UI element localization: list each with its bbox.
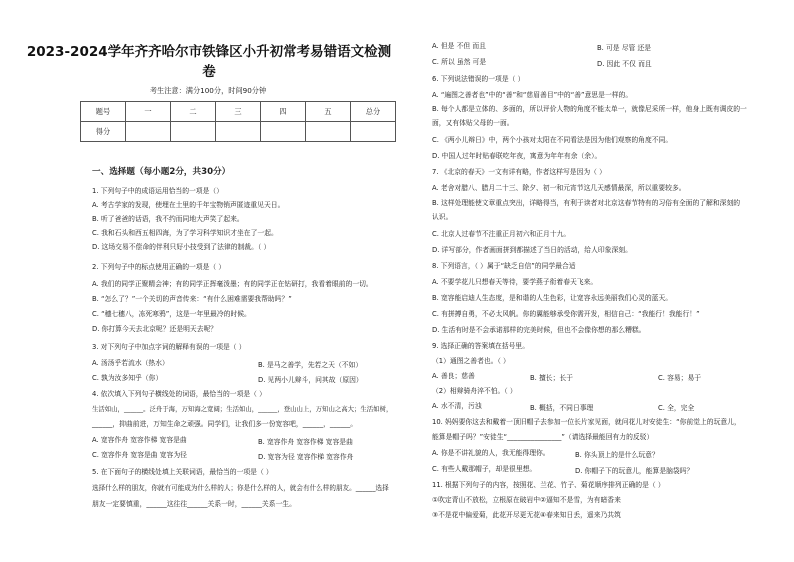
question-line: C. 有些人戴那帽子，却是很里想。 xyxy=(432,465,537,473)
section-heading: 一、选择题（每小题2分，共30分） xyxy=(92,167,231,177)
question-line: C. 《两小儿辩日》中，两个小孩对太阳在不同看法是因为他们观察的角度不同。 xyxy=(432,136,673,144)
question-line: ①吹定青山不放松，立根原在破岩中②逼知不是雪，为有暗香来 xyxy=(432,496,621,504)
question-line: C. “穗七穗八，冻死寒鸦”，这是一年里最冷的时候。 xyxy=(92,310,251,318)
question-line: C. 所以 虽然 可是 xyxy=(432,58,487,66)
score-cell[interactable] xyxy=(306,122,351,142)
score-cell[interactable] xyxy=(261,122,306,142)
question-line: ______，抑曲前进，万知生命之顽强。同学们，让我们多一份宽容吧，______，______。 xyxy=(92,420,358,428)
question-line: B. 宽容能启迪人生态度，是和谐的人生色彩，让宽容永远美丽我们心灵的蓝天。 xyxy=(432,294,673,302)
question-line: C. 宽容作舟 宽容是曲 宽容为径 xyxy=(92,451,187,459)
question-line: 11. 根据下列句子的内容，按照花、兰花、竹子、菊花顺序排列正确的是（ ） xyxy=(432,481,665,489)
exam-note: 考生注意：满分100分，时间90分钟 xyxy=(149,86,267,95)
question-line: 朋友一定要慎重，______这往往______关系一时，______关系一生。 xyxy=(92,500,296,508)
score-cell: 一 xyxy=(126,102,171,122)
question-line: C. 孰为汝多知乎（你） xyxy=(92,374,163,382)
question-line: C. 北京人过春节不注重正月初六和正月十九。 xyxy=(432,230,571,238)
question-line: A. 老舍对腊八、腊月二十三、除夕、初一和元宵节这几天感情最深，所以重要较多。 xyxy=(432,184,686,192)
question-line: B. “怎么了？”一个关切的声音传来：“有什么困难需要我帮助吗？” xyxy=(92,295,292,303)
score-cell: 题号 xyxy=(81,102,126,122)
option-b: B. 擅长；长于 xyxy=(530,374,573,382)
score-cell: 三 xyxy=(216,102,261,122)
question-line: B. 每个人都是立体的、多面的，所以评价人物的角度不能太单一，就像尼采所一样，他身上既有调皮的一 xyxy=(432,105,747,113)
question-line: 能算是帽子吗？”安徒生“________________”（请选择最能回有力的反驳） xyxy=(432,433,654,441)
score-table-score-row xyxy=(81,122,396,142)
question-line: A. 水不清，污浊 xyxy=(432,402,482,410)
question-line: A. 我们的同学正聚精会神；有的同学正挥毫泼墨；有的同学正在钻研打，我看着眼前的一切。 xyxy=(92,280,373,288)
question-line: A. 不要学花儿只想春天等待，要学燕子衔着春天飞来。 xyxy=(432,278,598,286)
question-line: （1）通图之善者也。（ ） xyxy=(432,357,510,365)
question-line: D. 这场交易不偿命的伴利只好小技受到了法律的制裁。（ ） xyxy=(92,243,271,251)
question-line: A. “遍图之善者也”中的“善”和“慈眉善目”中的“善”意思是一样的。 xyxy=(432,91,633,99)
question-line: 7. 《北京的春天》一文有详有略，作者这样写是因为（ ） xyxy=(432,168,606,176)
question-line: 10. 妈妈要你这去和戴着一顶旧帽子去参加一位长片家见面，就问花儿对安徒生：“你前觉上的玩意儿， xyxy=(432,418,741,426)
option-d: D. 你帽子下的玩意儿，能算是脑袋吗？ xyxy=(575,467,694,475)
title-line-2: 卷 xyxy=(202,64,216,80)
question-line: 面，又有体贴父母的一面。 xyxy=(432,119,514,127)
question-line: A. 宽容作舟 宽容作梯 宽容是曲 xyxy=(92,436,187,444)
question-line: D. 你打算今天去北京呢？还是明天去呢？ xyxy=(92,325,218,333)
option-d: D. 宽容为径 宽容作梯 宽容作舟 xyxy=(258,453,354,461)
question-line: A. 但是 不但 而且 xyxy=(432,42,486,50)
option-b: B. 是马之善学，先若之天（不如） xyxy=(258,361,363,369)
option-d: D. 见两小儿辩斗，问其故（原因） xyxy=(258,376,363,384)
question-line: 认识。 xyxy=(432,213,453,221)
question-line: B. 听了爸爸的话语，我不约而同地大声笑了起来。 xyxy=(92,215,244,223)
score-cell[interactable] xyxy=(216,122,261,142)
question-line: C. 我和石头和西五相四海，为了学习科学知识才坐在了一起。 xyxy=(92,229,278,237)
score-cell: 总分 xyxy=(351,102,396,122)
option-b: B. 概括，不同日事理 xyxy=(530,404,594,412)
score-cell: 二 xyxy=(171,102,216,122)
question-line: B. 这样处理能使文章重点突出，详略得当，有利于读者对北京这春节特有的习俗有全面的了解和深刻的 xyxy=(432,199,741,207)
option-b: B. 可是 尽管 还是 xyxy=(597,44,652,52)
score-cell[interactable] xyxy=(171,122,216,142)
exam-title xyxy=(14,42,404,82)
score-cell: 四 xyxy=(261,102,306,122)
option-b: B. 宽容作舟 宽容作梯 宽容是曲 xyxy=(258,438,353,446)
question-line: 1. 下列句子中的成语运用恰当的一项是（） xyxy=(92,187,223,195)
score-cell: 五 xyxy=(306,102,351,122)
question-line: 6. 下列说法错误的一项是（ ） xyxy=(432,75,525,83)
question-line: D. 生活有时是不会承诺那样的完美时候，但也不会像你想的那么糟糕。 xyxy=(432,326,646,334)
question-line: C. 有拼搏自勇，不必太风帆。你的翼能够承受你需开发，相信自己：“我能行！我能行！” xyxy=(432,310,700,318)
score-cell: 得分 xyxy=(81,122,126,142)
question-line: A. 你是不讲礼貌的人，我无能得理你。 xyxy=(432,449,550,457)
question-line: 4. 依次填入下列句子横线处的词语，最恰当的一项是（ ） xyxy=(92,390,266,398)
question-line: ③不是花中偏爱菊，此花开尽更无花④春来知日丢，遥来乃共筑 xyxy=(432,511,621,519)
option-c: C. 容易；易于 xyxy=(658,374,702,382)
question-line: 9. 选择正确的答案填在括号里。 xyxy=(432,342,530,350)
question-line: 生活如山，______。泛舟于海，万知海之宽阔；生活如山，______，登山山上，万知山之高大；生活如树， xyxy=(92,405,393,413)
question-line: 8. 下列语言，（ ）属于“缺乏自信”的同学最合适 xyxy=(432,262,576,270)
score-table-header-row xyxy=(81,102,396,122)
question-line: 选择什么样的朋友，你就有可能成为什么样的人；你是什么样的人，就会有什么样的朋友。______选择 xyxy=(92,484,389,492)
score-table xyxy=(80,101,396,142)
question-line: D. 中国人过年时贴春联吃年夜，寓意为年年有余（余）。 xyxy=(432,152,602,160)
question-line: A. 考古学家的发现，使埋在土里的千年宝物销声匿迹重见天日。 xyxy=(92,201,285,209)
score-cell[interactable] xyxy=(126,122,171,142)
question-line: D. 详写部分，作者画面拼到都描述了当日的活动，给人印象深刻。 xyxy=(432,246,632,254)
option-d: D. 因此 不仅 而且 xyxy=(597,60,652,68)
question-line: 2. 下列句子中的标点使用正确的一项是（ ） xyxy=(92,263,226,271)
option-c: C. 全，完全 xyxy=(658,404,695,412)
question-line: （2）相辩骑舟淬不怕。（ ） xyxy=(432,387,517,395)
question-line: A. 善良；慈善 xyxy=(432,372,475,380)
question-line: 3. 对下列句子中加点字词的解释有误的一项是（ ） xyxy=(92,343,246,351)
title-line-1: 2023-2024学年齐齐哈尔市铁锋区小升初常考易错语文检测 xyxy=(26,44,392,60)
score-cell[interactable] xyxy=(351,122,396,142)
question-line: A. 汤汤乎若流水（热水） xyxy=(92,359,169,367)
option-b: B. 你头顶上的是什么玩意？ xyxy=(575,451,659,459)
question-line: 5. 在下面句子的横线处填上关联词语，最恰当的一项是（ ） xyxy=(92,468,273,476)
